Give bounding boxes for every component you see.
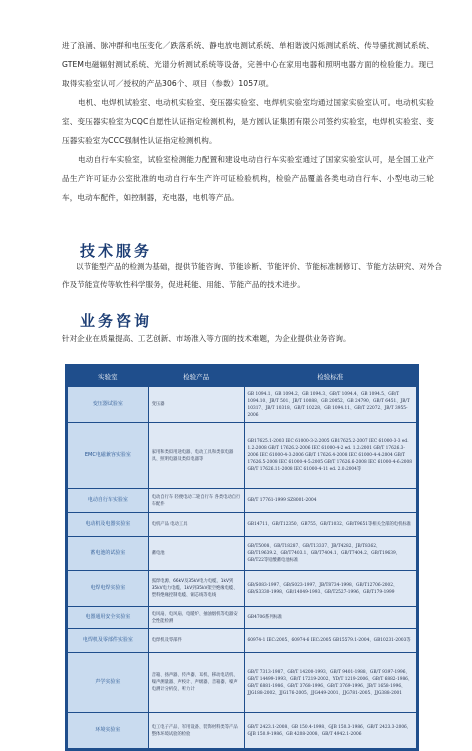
lab-name: 变压器试验室 xyxy=(68,387,149,423)
header-lab: 实验室 xyxy=(68,366,149,387)
lab-product: 弧焊电源、66kV及35kV电力电缆、1kV到35kV电力电缆、1kV到35kV架空绝缘电缆、塑料绝缘控制电缆、铜芯线等电线 xyxy=(148,571,244,607)
lab-product: 电焊机及零部件 xyxy=(148,629,244,653)
lab-product: 家用和类似用途电器、电动工具和类似电器具、照明电器及类似电器等 xyxy=(148,423,244,489)
intro-paragraph-3: 电动自行车实验室，试验室检测能力配置和建设电动自行车实验室通过了国家实验室认可，是全国工业产品生产许可证办公室批准的电动自行车生产许可证检验机构，检验产品覆盖各类电动自行车、小型电动三轮车，电动车配件，如控制器，充电器，电机等产品。 xyxy=(62,155,434,202)
lab-product: 电风扇、电风扇、电暖炉、抽油烟机等电器安全性能检测 xyxy=(148,607,244,629)
business-consult-text: 针对企业在质量提高、工艺创新、市场准入等方面的技术难题，为企业提供业务咨询。 xyxy=(62,334,351,343)
lab-product: 音箱、扬声器、传声器、耳机、移动电话机、噪声测量器、声校计、声级器、音箱器、噪声电测计分析仪、听力计 xyxy=(148,653,244,713)
lab-name: 蓄电池的试验室 xyxy=(68,537,149,571)
table-row xyxy=(68,607,417,629)
header-product: 检验产品 xyxy=(148,366,244,387)
lab-standard: GB 1094.1、GB 1094.2、GB 1094.3、GB/T 1094.4、GB 1094.5、GB/T 1094.10、JB/T 501、JB/T 10088、GB 20052、GB 24790、GB/T 6451、JB/T 10317、JB/T 10318、GB/T 10228、GB 1094.11、GB/T 22072、JB/T 3955-2006 xyxy=(244,387,417,423)
intro-paragraph-2: 电机、电焊机试验室、电动机实验室、变压器实验室、电焊机实验室均通过国家实验室认可。电动机实验室、变压器实验室为CQC自愿性认证指定检测机构，是方圆认证集团有限公司签约实验室，电焊机实验室、变压器实验室为CCC强制性认证指定检测机构。 xyxy=(62,98,434,145)
lab-standard: GB/T 7313-1987、GB/T 14200-1993、GB/T 9401-1988、GB/T 9397-1996、GB/T 14499-1993、GB/T 17219-2002、YD/T 1219-2006、GB/T 6882-1986、GB/T 6881-1986、GB/T 3768-1996、GB/T 3769-1996、JB/T 1658-1996、JJG188-2002、JJG176-2005、JJG449-2001、JJG781-2005、JJG388-2001 xyxy=(244,653,417,713)
tech-service-text: 以节能型产品的检测为基础，提供节能咨询、节能诊断、节能评价、节能标准制修订、节能方法研究、对外合作及节能宣传等软性科学服务，促进耗能、用能、节能产品的技术进步。 xyxy=(62,262,442,289)
table-row xyxy=(68,713,417,749)
lab-product: 蓄电池 xyxy=(148,537,244,571)
table-row xyxy=(68,629,417,653)
tech-service-heading: 技术服务 xyxy=(80,242,153,260)
lab-name: 声学实验室 xyxy=(68,653,149,713)
table-row xyxy=(68,653,417,713)
lab-standard: GB4706系列标准 xyxy=(244,607,417,629)
table-header-row xyxy=(68,366,417,387)
lab-standard: GB/T5008、GB/T18287、GB/T13337、JB/T4282、JB/T8362、GB/T19639.2、GB/T7403.1、GB/T7404.1、GB/T7404.2、GB/T19639、GB/T22等铅酸蓄电池标准 xyxy=(244,537,417,571)
table-row xyxy=(68,489,417,513)
intro-paragraphs xyxy=(62,36,434,207)
lab-name: 电焊机及零部件实验室 xyxy=(68,629,149,653)
lab-product: 电工电子产品、军用设备、装饰材料类等产品整体环境试验的检验 xyxy=(148,713,244,749)
table-row xyxy=(68,571,417,607)
lab-name: 电器通用安全实验室 xyxy=(68,607,149,629)
lab-name: 电动机及电器实验室 xyxy=(68,513,149,537)
table-row xyxy=(68,513,417,537)
table-row xyxy=(68,387,417,423)
lab-standard: GB/T 17761-1999 SZ8001-2004 xyxy=(244,489,417,513)
lab-standard: GB17625.1-2003 IEC 61000-3-2:2005 GB17625.2-2007 IEC 61000-3-3 ed. 1.2:2008 GB/T 17626.2-2006 IEC 61000-4-2 ed. 1.2:2001 GB/T 17626.3-2006 IEC 61000-4-3:2006 GB/T 17626.4-2008 IEC 61000-4-4:2004 GB/T 17626.5-2008 IEC 61000-4-5:2005 GB/T 17626.6-2008 IEC 61000-4-6:2008 GB/T 17626.11-2008 IEC 61000-4-11 ed. 2.0:2004等 xyxy=(244,423,417,489)
lab-name: 电焊电焊实验室 xyxy=(68,571,149,607)
lab-product: 电机产品 电动工具 xyxy=(148,513,244,537)
intro-paragraph-1: 进了浪涌、脉冲群和电压变化／跌落系统、静电放电测试系统、单相谐波闪烁测试系统、传导骚扰测试系统、GTEM电磁辐射测试系统、光谱分析测试系统等设备，完善中心在家用电器和照明电器方面的检验能力。现已取得实验室认可／授权的产品306个、项目（参数）1057项。 xyxy=(62,41,434,88)
lab-standard: GB14711、GB/T12350、GB755、GB/T1032、GB/T9651等相关全部的电机标准 xyxy=(244,513,417,537)
lab-product: 变压器 xyxy=(148,387,244,423)
lab-name: EMC电磁兼容实验室 xyxy=(68,423,149,489)
lab-standard: 60974-1 IEC:2005、60974-6 IEC:2005 GB15579.1-2004、GB10231-2003等 xyxy=(244,629,417,653)
business-consult-heading: 业务咨询 xyxy=(80,312,153,330)
table-row xyxy=(68,537,417,571)
lab-product: 电动自行车 轻便电动二轮自行车 各类电动自行车配件 xyxy=(148,489,244,513)
header-standard: 检验标准 xyxy=(244,366,417,387)
table-row xyxy=(68,423,417,489)
lab-standard: GB/S083-1997、GB/S023-1997、JB/T8734-1998、GB/T12706-2002、GB/S3330-1998、GB/14049-1993、GB/T2527-1996、GB/T179-1999 xyxy=(244,571,417,607)
lab-name: 环境实验室 xyxy=(68,713,149,749)
lab-standard: GB/T 2423.1-2008、GB 150.4-1998、GJB 150.3-1986、GB/T 2423.3-2006、GJB 150.9-1986、GB 4208-2008、GB/T 4942.1-2006 xyxy=(244,713,417,749)
lab-name: 电动自行车实验室 xyxy=(68,489,149,513)
